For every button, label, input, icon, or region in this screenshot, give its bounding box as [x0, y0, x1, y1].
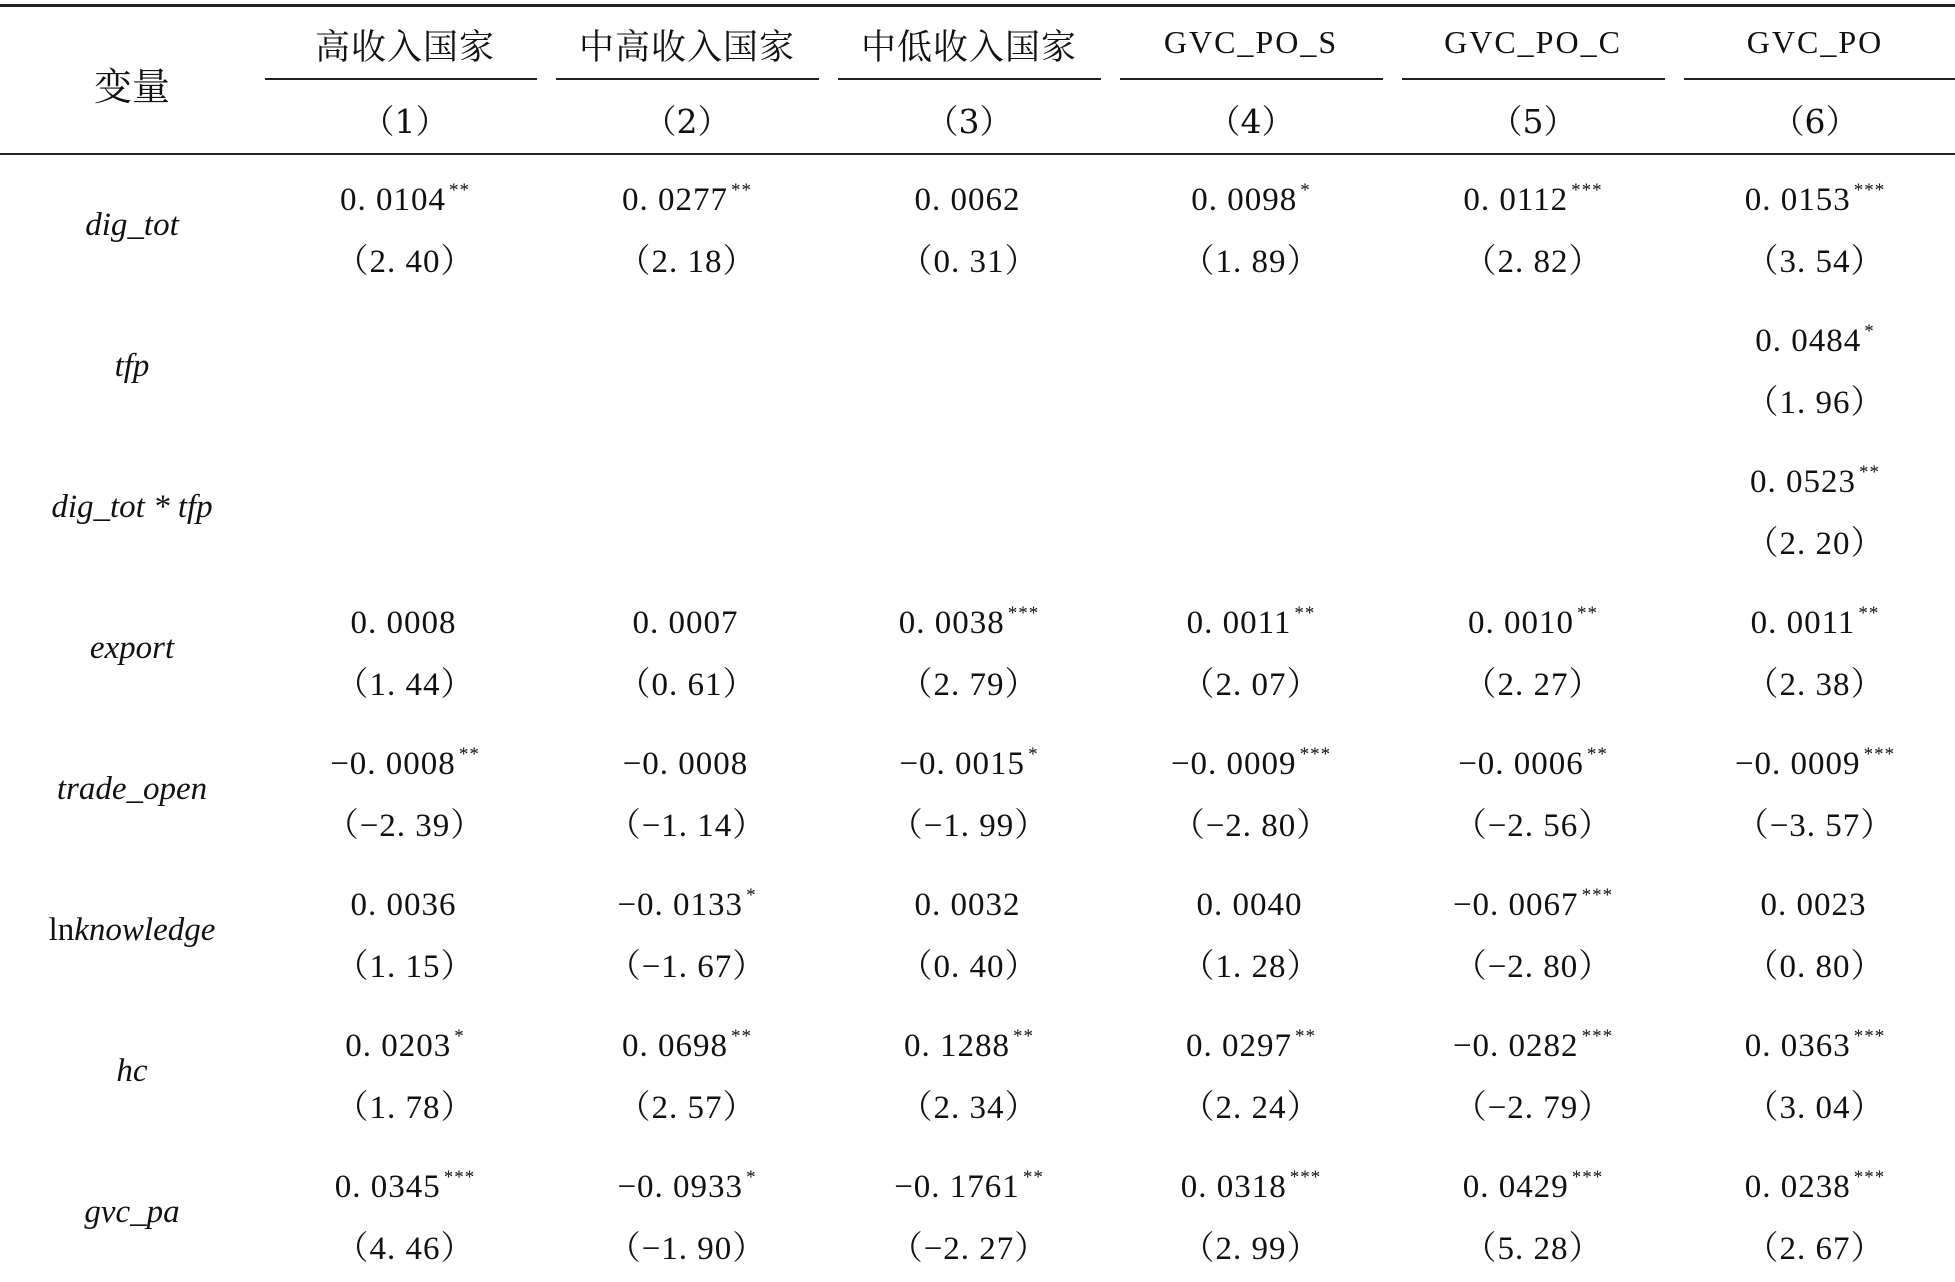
significance-stars: ** — [1577, 603, 1598, 624]
t-statistic: （−2. 80） — [1171, 808, 1331, 844]
t-statistic: （1. 96） — [1745, 385, 1885, 421]
row-label-prefix: ln — [48, 912, 75, 948]
table-cell — [608, 885, 767, 987]
coefficient-value: 0. 0297 — [1186, 1028, 1292, 1064]
coefficient-value: 0. 0023 — [1760, 887, 1867, 923]
t-statistic: （3. 04） — [1745, 1090, 1885, 1126]
coefficient — [686, 321, 689, 360]
coefficient-value: 0. 0036 — [350, 887, 457, 923]
coefficient-value: 0. 0345 — [334, 1169, 441, 1205]
column-header-4: GVC_PO_S — [1163, 24, 1339, 60]
t-statistic: （−3. 57） — [1735, 808, 1895, 844]
table-cell — [1746, 462, 1885, 564]
coefficient-value: 0. 0040 — [1196, 887, 1303, 923]
t-statistic: （2. 34） — [899, 1090, 1039, 1126]
coefficient-value: 0. 0203 — [345, 1028, 452, 1064]
coefficient — [900, 885, 1039, 924]
column-number-3: （3） — [925, 102, 1013, 141]
coefficient-value: 0. 0038 — [898, 605, 1005, 641]
coefficient-value: 0. 0112 — [1463, 182, 1569, 218]
coefficient-value: 0. 0363 — [1744, 1028, 1851, 1064]
significance-stars: *** — [1863, 744, 1896, 765]
t-statistic: （2. 40） — [335, 244, 475, 280]
t-statistic: （1. 89） — [1181, 244, 1321, 280]
significance-stars: ** — [1294, 603, 1316, 624]
column-number-6: （6） — [1771, 102, 1859, 141]
coefficient — [1182, 180, 1321, 219]
t-statistic: （0. 80） — [1745, 949, 1885, 985]
column-header-rule-5 — [1402, 78, 1665, 80]
table-cell — [326, 744, 485, 846]
significance-stars: *** — [1853, 1167, 1886, 1188]
variable-column-header: 变量 — [93, 65, 171, 109]
significance-stars: ** — [449, 180, 470, 201]
row-label — [85, 207, 179, 244]
table-cell — [686, 462, 689, 517]
table-cell — [1453, 1026, 1613, 1128]
significance-stars: *** — [1571, 180, 1603, 201]
table-cell — [900, 1026, 1039, 1128]
row-label — [116, 1053, 147, 1090]
t-statistic: （1. 28） — [1181, 949, 1321, 985]
row-label — [49, 912, 216, 949]
coefficient-value: 0. 0277 — [622, 182, 728, 218]
coefficient-value: −0. 0133 — [617, 887, 744, 923]
table-cell — [1746, 603, 1885, 705]
table-cell — [1171, 744, 1331, 846]
table-cell — [1735, 744, 1895, 846]
coefficient — [968, 321, 971, 360]
coefficient — [1746, 603, 1885, 642]
column-header-2: 中高收入国家 — [578, 28, 796, 68]
coefficient — [618, 180, 757, 219]
coefficient — [336, 885, 475, 924]
coefficient-value: 0. 1288 — [904, 1028, 1010, 1064]
coefficient — [1453, 1026, 1613, 1065]
t-statistic: （0. 31） — [899, 244, 1039, 280]
coefficient — [336, 180, 475, 219]
significance-stars: * — [1864, 321, 1875, 342]
coefficient — [968, 462, 971, 501]
coefficient-value: 0. 0484 — [1755, 323, 1862, 359]
table-cell — [1532, 462, 1535, 517]
significance-stars: *** — [1299, 744, 1332, 765]
coefficient — [404, 321, 407, 360]
significance-stars: ** — [731, 1026, 752, 1047]
significance-stars: ** — [1295, 1026, 1316, 1047]
table-cell — [608, 1167, 767, 1269]
significance-stars: * — [1028, 744, 1039, 765]
column-number-4: （4） — [1207, 102, 1295, 141]
t-statistic: （0. 61） — [617, 667, 757, 703]
table-header-rule — [0, 153, 1955, 155]
coefficient — [1532, 462, 1535, 501]
coefficient — [1250, 462, 1253, 501]
t-statistic: （−1. 14） — [607, 808, 767, 844]
coefficient — [686, 462, 689, 501]
coefficient-value: −0. 0008 — [622, 746, 749, 782]
coefficient-value: −0. 0006 — [1458, 746, 1584, 782]
coefficient-value: 0. 0007 — [632, 605, 739, 641]
coefficient — [335, 1167, 476, 1206]
column-header-rule-4 — [1120, 78, 1383, 80]
t-statistic: （2. 24） — [1181, 1090, 1321, 1126]
coefficient — [1746, 462, 1885, 501]
table-cell — [968, 462, 971, 517]
table-cell — [1182, 1026, 1321, 1128]
coefficient-value: 0. 0032 — [914, 887, 1021, 923]
coefficient-value: −0. 0282 — [1452, 1028, 1579, 1064]
coefficient — [1181, 1167, 1322, 1206]
coefficient — [1182, 603, 1321, 642]
table-cell — [1453, 885, 1613, 987]
t-statistic: （1. 44） — [335, 667, 475, 703]
table-cell — [618, 1026, 757, 1128]
t-statistic: （3. 54） — [1745, 244, 1885, 280]
coefficient-value: −0. 0015 — [899, 746, 1026, 782]
coefficient — [1746, 885, 1885, 924]
row-label-text: trade_open — [56, 771, 208, 807]
coefficient — [890, 1167, 1049, 1206]
coefficient — [608, 1167, 767, 1206]
column-number-1: （1） — [361, 102, 449, 141]
table-cell — [1454, 744, 1613, 846]
coefficient — [900, 180, 1039, 219]
table-cell — [1182, 885, 1321, 987]
column-header-6: GVC_PO — [1746, 24, 1884, 60]
t-statistic: （−2. 39） — [325, 808, 485, 844]
table-cell — [618, 603, 757, 705]
t-statistic: （2. 38） — [1745, 667, 1885, 703]
table-cell — [890, 1167, 1049, 1269]
coefficient — [618, 1026, 757, 1065]
column-number-2: （2） — [643, 102, 731, 141]
table-cell — [1745, 1167, 1886, 1269]
table-cell — [1745, 180, 1886, 282]
significance-stars: ** — [1859, 462, 1880, 483]
row-label — [51, 489, 212, 526]
coefficient-value: 0. 0098 — [1191, 182, 1298, 218]
column-header-1: 高收入国家 — [314, 28, 496, 68]
coefficient — [618, 603, 757, 642]
coefficient-value: 0. 0104 — [340, 182, 446, 218]
t-statistic: （−2. 56） — [1453, 808, 1613, 844]
table-cell — [890, 744, 1049, 846]
row-label-text: export — [89, 630, 175, 666]
row-label — [115, 348, 150, 385]
table-cell — [900, 885, 1039, 987]
t-statistic: （−2. 27） — [889, 1231, 1049, 1267]
table-cell — [1464, 603, 1603, 705]
row-label-text: tfp — [114, 348, 150, 384]
table-cell — [1463, 1167, 1604, 1269]
t-statistic: （2. 18） — [617, 244, 757, 280]
table-cell — [1250, 462, 1253, 517]
t-statistic: （2. 82） — [1463, 244, 1603, 280]
significance-stars: * — [746, 1167, 757, 1188]
column-number-5: （5） — [1489, 102, 1577, 141]
row-label-text: dig_tot * tfp — [51, 489, 213, 525]
table-cell — [1181, 1167, 1322, 1269]
t-statistic: （5. 28） — [1463, 1231, 1603, 1267]
significance-stars: *** — [1007, 603, 1040, 624]
table-cell — [1182, 603, 1321, 705]
t-statistic: （1. 15） — [335, 949, 475, 985]
coefficient — [326, 744, 485, 783]
column-header-5: GVC_PO_C — [1444, 24, 1622, 60]
coefficient — [900, 1026, 1039, 1065]
row-label-text: dig_tot — [85, 207, 179, 243]
significance-stars: ** — [1858, 603, 1880, 624]
table-cell — [336, 1026, 475, 1128]
table-cell — [618, 180, 757, 282]
row-label — [90, 630, 174, 667]
table-cell — [900, 180, 1039, 282]
coefficient-value: 0. 0698 — [622, 1028, 728, 1064]
coefficient — [1746, 321, 1885, 360]
t-statistic: （2. 27） — [1463, 667, 1603, 703]
row-label — [57, 771, 207, 808]
significance-stars: ** — [1586, 744, 1608, 765]
column-header-rule-6 — [1684, 78, 1955, 80]
significance-stars: *** — [1581, 1026, 1614, 1047]
t-statistic: （−1. 99） — [889, 808, 1049, 844]
t-statistic: （−1. 90） — [607, 1231, 767, 1267]
coefficient — [608, 744, 767, 783]
t-statistic: （2. 99） — [1181, 1231, 1321, 1267]
table-cell — [686, 321, 689, 376]
coefficient-value: 0. 0011 — [1186, 605, 1292, 641]
row-label-text: gvc_pa — [84, 1194, 180, 1230]
table-cell — [1463, 180, 1602, 282]
table-cell — [968, 321, 971, 376]
coefficient — [1453, 885, 1613, 924]
coefficient-value: −0. 1761 — [894, 1169, 1020, 1205]
significance-stars: *** — [443, 1167, 476, 1188]
table-cell — [336, 603, 475, 705]
significance-stars: ** — [458, 744, 480, 765]
coefficient — [336, 603, 475, 642]
t-statistic: （4. 46） — [335, 1231, 475, 1267]
significance-stars: * — [1300, 180, 1311, 201]
coefficient-value: −0. 0009 — [1170, 746, 1297, 782]
coefficient — [1464, 603, 1603, 642]
coefficient-value: 0. 0011 — [1750, 605, 1856, 641]
significance-stars: * — [454, 1026, 465, 1047]
coefficient-value: −0. 0008 — [330, 746, 456, 782]
significance-stars: * — [746, 885, 757, 906]
column-header-rule-2 — [556, 78, 819, 80]
coefficient-value: 0. 0238 — [1744, 1169, 1851, 1205]
coefficient — [1735, 744, 1895, 783]
table-cell — [608, 744, 767, 846]
table-cell — [404, 462, 407, 517]
significance-stars: ** — [1022, 1167, 1044, 1188]
coefficient-value: −0. 0933 — [617, 1169, 744, 1205]
t-statistic: （2. 79） — [899, 667, 1039, 703]
table-cell — [1746, 885, 1885, 987]
coefficient — [1250, 321, 1253, 360]
column-header-rule-3 — [838, 78, 1101, 80]
row-label — [84, 1194, 179, 1231]
coefficient — [1171, 744, 1331, 783]
table-cell — [1250, 321, 1253, 376]
t-statistic: （1. 78） — [335, 1090, 475, 1126]
t-statistic: （−2. 80） — [1453, 949, 1613, 985]
t-statistic: （0. 40） — [899, 949, 1039, 985]
t-statistic: （2. 67） — [1745, 1231, 1885, 1267]
coefficient-value: 0. 0429 — [1462, 1169, 1569, 1205]
coefficient-value: 0. 0010 — [1468, 605, 1574, 641]
table-cell — [404, 321, 407, 376]
coefficient — [404, 462, 407, 501]
t-statistic: （−1. 67） — [607, 949, 767, 985]
significance-stars: ** — [731, 180, 752, 201]
coefficient — [1745, 1167, 1886, 1206]
column-header-3: 中低收入国家 — [860, 28, 1078, 68]
coefficient — [1454, 744, 1613, 783]
significance-stars: *** — [1581, 885, 1614, 906]
coefficient — [1745, 180, 1886, 219]
significance-stars: *** — [1289, 1167, 1322, 1188]
table-cell — [335, 1167, 476, 1269]
coefficient — [1463, 180, 1602, 219]
significance-stars: *** — [1571, 1167, 1604, 1188]
coefficient-value: 0. 0318 — [1180, 1169, 1287, 1205]
table-cell — [1182, 180, 1321, 282]
table-top-rule — [0, 4, 1955, 7]
coefficient — [336, 1026, 475, 1065]
coefficient — [1463, 1167, 1604, 1206]
table-cell — [899, 603, 1040, 705]
row-label-text: hc — [116, 1053, 148, 1089]
table-cell — [336, 180, 475, 282]
coefficient — [899, 603, 1040, 642]
table-cell — [1746, 321, 1885, 423]
significance-stars: *** — [1853, 1026, 1886, 1047]
column-header-rule-1 — [265, 78, 537, 80]
coefficient-value: 0. 0062 — [914, 182, 1021, 218]
coefficient-value: −0. 0067 — [1452, 887, 1579, 923]
coefficient-value: −0. 0009 — [1734, 746, 1861, 782]
coefficient — [1182, 1026, 1321, 1065]
coefficient-value: 0. 0523 — [1750, 464, 1856, 500]
t-statistic: （2. 20） — [1745, 526, 1885, 562]
row-label-text: knowledge — [74, 912, 216, 948]
t-statistic: （2. 07） — [1181, 667, 1321, 703]
significance-stars: ** — [1013, 1026, 1034, 1047]
significance-stars: *** — [1853, 180, 1886, 201]
table-cell — [1745, 1026, 1886, 1128]
coefficient-value: 0. 0153 — [1744, 182, 1851, 218]
coefficient — [608, 885, 767, 924]
coefficient — [1182, 885, 1321, 924]
coefficient — [1745, 1026, 1886, 1065]
table-cell — [1532, 321, 1535, 376]
coefficient — [1532, 321, 1535, 360]
table-cell — [336, 885, 475, 987]
coefficient-value: 0. 0008 — [350, 605, 457, 641]
t-statistic: （2. 57） — [617, 1090, 757, 1126]
t-statistic: （−2. 79） — [1453, 1090, 1613, 1126]
coefficient — [890, 744, 1049, 783]
